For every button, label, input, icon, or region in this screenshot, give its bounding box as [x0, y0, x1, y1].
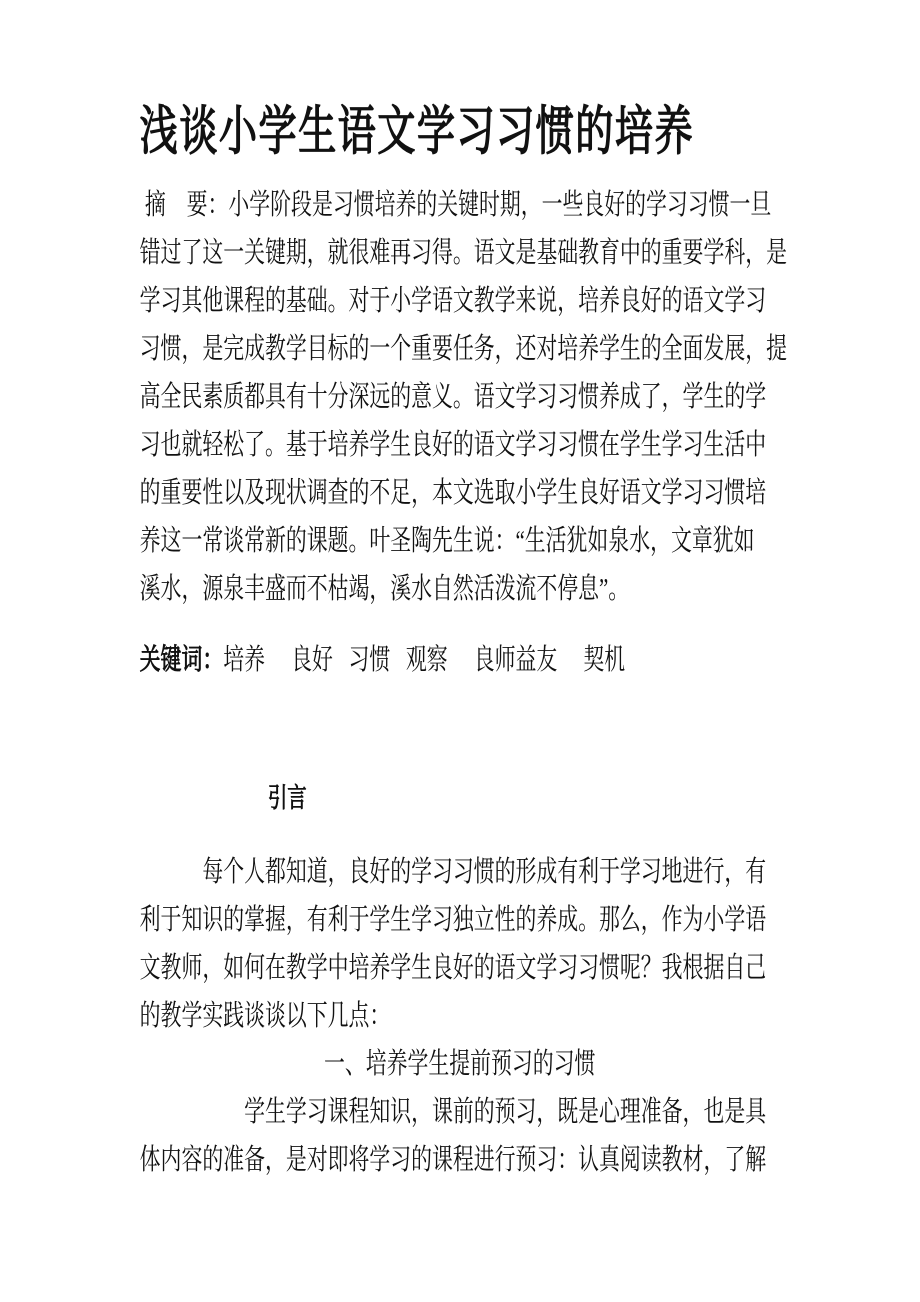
abstract-paragraph [139, 181, 787, 613]
text-line: 文教师，如何在教学中培养学生良好的语文学习习惯呢？我根据自己 [139, 952, 767, 984]
text-line: 养这一常谈常新的课题。叶圣陶先生说：“生活犹如泉水，文章犹如 [139, 525, 755, 557]
keywords-line [140, 636, 780, 684]
text-line: 体内容的准备，是对即将学习的课程进行预习：认真阅读教材，了解 [139, 1144, 767, 1176]
section1-heading: 一、培养学生提前预习的习惯 [323, 1048, 596, 1080]
text-line: 利于知识的掌握，有利于学生学习独立性的养成。那么，作为小学语 [139, 904, 767, 936]
text-line: 习也就轻松了。基于培养学生良好的语文学习习惯在学生学习生活中 [139, 429, 767, 461]
text-line: 错过了这一关键期，就很难再习得。语文是基础教育中的重要学科，是 [139, 237, 787, 269]
text-line: 习惯，是完成教学目标的一个重要任务，还对培养学生的全面发展，提 [139, 333, 787, 365]
text-line: 溪水，源泉丰盛而不枯竭，溪水自然活泼流不停息”。 [139, 573, 630, 605]
text-line: 学习其他课程的基础。对于小学语文教学来说，培养良好的语文学习 [139, 285, 767, 317]
text-line: 每个人都知道，良好的学习习惯的形成有利于学习地进行，有 [202, 856, 767, 888]
page-scale-wrapper [0, 100, 920, 1184]
text-line: 的教学实践谈谈以下几点： [139, 1000, 391, 1032]
text-line: 摘 要：小学阶段是习惯培养的关键时期，一些良好的学习习惯一旦 [139, 189, 772, 221]
keywords-values: 培养 良好 习惯 观察 良师益友 契机 [223, 644, 626, 676]
document-title: 浅谈小学生语文学习习惯的培养 [139, 103, 695, 161]
text-line: 高全民素质都具有十分深远的意义。语文学习习惯养成了，学生的学 [139, 381, 767, 413]
introduction-heading: 引言 [267, 783, 307, 813]
section1-paragraph [140, 1088, 780, 1184]
page-content [139, 100, 787, 1184]
text-line: 学生学习课程知识，课前的预习，既是心理准备，也是具 [244, 1096, 767, 1128]
introduction-paragraph [140, 848, 780, 1040]
text-line: 的重要性以及现状调查的不足，本文选取小学生良好语文学习习惯培 [139, 477, 767, 509]
keywords-label: 关键词： [139, 644, 224, 676]
